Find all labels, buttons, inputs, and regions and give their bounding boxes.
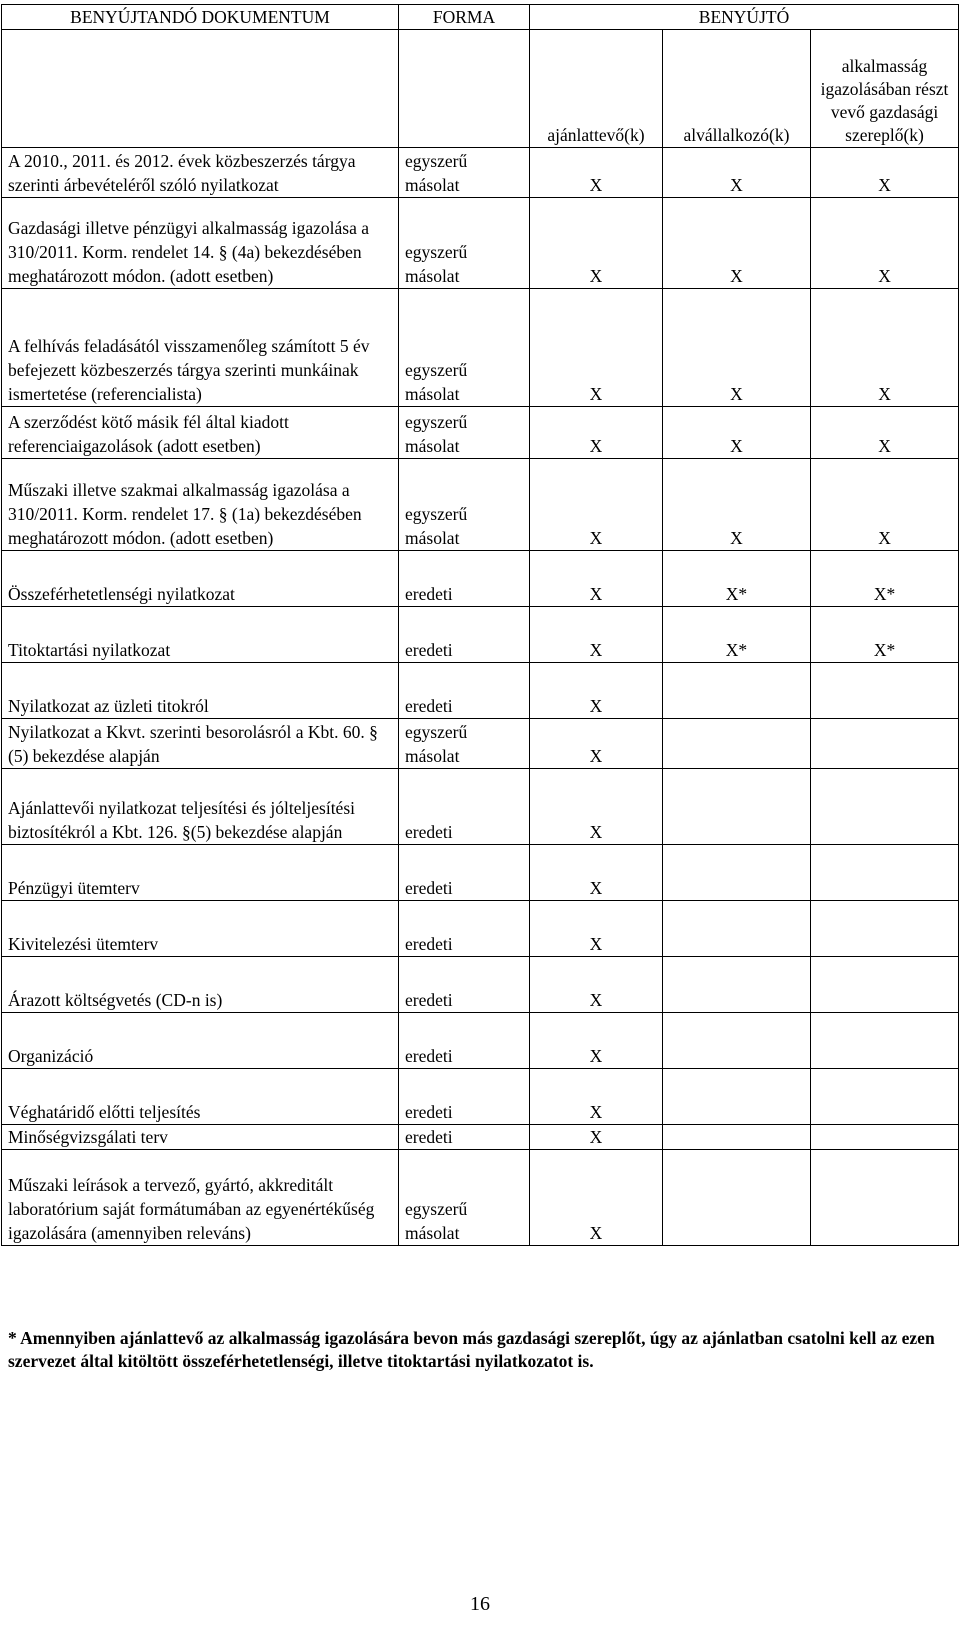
mark-ajanlattevo: X <box>530 1150 663 1246</box>
table-row <box>2 1125 959 1150</box>
mark-alkalmassag: X* <box>811 551 959 607</box>
document-name: Árazott költségvetés (CD-n is) <box>2 957 399 1013</box>
document-name: Titoktartási nyilatkozat <box>2 607 399 663</box>
document-form: egyszerű másolat <box>399 198 530 289</box>
document-name: Ajánlattevői nyilatkozat teljesítési és jólteljesítési biztosítékról a Kbt. 126. §(5) bekezdése alapján <box>2 769 399 845</box>
header-alkalmassag: alkalmasság igazolásában részt vevő gazdasági szereplő(k) <box>811 30 959 148</box>
document-form: egyszerű másolat <box>399 407 530 459</box>
table-row <box>2 459 959 551</box>
document-form: egyszerű másolat <box>399 719 530 769</box>
header-ajanlattevo: ajánlattevő(k) <box>530 30 663 148</box>
document-name: Kivitelezési ütemterv <box>2 901 399 957</box>
mark-alvallalkozo <box>663 1013 811 1069</box>
mark-alkalmassag: X <box>811 459 959 551</box>
document-name: Pénzügyi ütemterv <box>2 845 399 901</box>
document-name: A szerződést kötő másik fél által kiadott referenciaigazolások (adott esetben) <box>2 407 399 459</box>
mark-ajanlattevo: X <box>530 663 663 719</box>
document-form: eredeti <box>399 957 530 1013</box>
table-row <box>2 289 959 407</box>
mark-alkalmassag <box>811 663 959 719</box>
footnote: * Amennyiben ajánlattevő az alkalmasság igazolására bevon más gazdasági szereplőt, úgy az ajánlatban csatolni kell az ezen szervezet által kitöltött összeférhetetlenségi, illetve titoktartási nyilatkozatot is. <box>8 1328 935 1371</box>
mark-alkalmassag: X <box>811 407 959 459</box>
document-form: eredeti <box>399 845 530 901</box>
mark-alvallalkozo: X* <box>663 607 811 663</box>
document-name: Műszaki leírások a tervező, gyártó, akkreditált laboratórium saját formátumában az egyenértékűség igazolására (amennyiben releváns) <box>2 1150 399 1246</box>
mark-alkalmassag <box>811 845 959 901</box>
mark-alkalmassag <box>811 719 959 769</box>
mark-alvallalkozo: X <box>663 407 811 459</box>
mark-ajanlattevo: X <box>530 289 663 407</box>
mark-alvallalkozo: X <box>663 289 811 407</box>
table-row <box>2 901 959 957</box>
mark-alvallalkozo <box>663 1150 811 1246</box>
mark-ajanlattevo: X <box>530 1069 663 1125</box>
mark-alvallalkozo <box>663 845 811 901</box>
table-row <box>2 769 959 845</box>
mark-alvallalkozo <box>663 1069 811 1125</box>
table-row <box>2 719 959 769</box>
mark-ajanlattevo: X <box>530 198 663 289</box>
document-form: eredeti <box>399 1013 530 1069</box>
mark-ajanlattevo: X <box>530 1013 663 1069</box>
table-row <box>2 1013 959 1069</box>
mark-alvallalkozo: X <box>663 198 811 289</box>
document-rows <box>2 148 959 1246</box>
document-name: A felhívás feladásától visszamenőleg számított 5 év befejezett közbeszerzés tárgya szerinti munkáinak ismertetése (referencialista) <box>2 289 399 407</box>
document-form: eredeti <box>399 769 530 845</box>
header-alvallalkozo: alvállalkozó(k) <box>663 30 811 148</box>
table-row <box>2 198 959 289</box>
mark-alkalmassag <box>811 1125 959 1150</box>
mark-ajanlattevo: X <box>530 607 663 663</box>
mark-alvallalkozo: X* <box>663 551 811 607</box>
mark-alkalmassag <box>811 957 959 1013</box>
header-form: FORMA <box>399 5 530 30</box>
mark-ajanlattevo: X <box>530 407 663 459</box>
document-form: eredeti <box>399 1125 530 1150</box>
document-name: Műszaki illetve szakmai alkalmasság igazolása a 310/2011. Korm. rendelet 17. § (1a) bekezdésében meghatározott módon. (adott esetben) <box>2 459 399 551</box>
table-row <box>2 663 959 719</box>
document-name: Nyilatkozat a Kkvt. szerinti besorolásról a Kbt. 60. § (5) bekezdése alapján <box>2 719 399 769</box>
document-name: Összeférhetetlenségi nyilatkozat <box>2 551 399 607</box>
table-row <box>2 607 959 663</box>
mark-ajanlattevo: X <box>530 769 663 845</box>
header-row-sub <box>2 30 959 148</box>
mark-alkalmassag <box>811 1013 959 1069</box>
mark-alkalmassag <box>811 769 959 845</box>
mark-alvallalkozo <box>663 719 811 769</box>
mark-alvallalkozo <box>663 769 811 845</box>
mark-alvallalkozo: X <box>663 459 811 551</box>
mark-ajanlattevo: X <box>530 1125 663 1150</box>
mark-alvallalkozo <box>663 663 811 719</box>
table-row <box>2 1150 959 1246</box>
page-number: 16 <box>470 1593 490 1615</box>
table-row <box>2 845 959 901</box>
mark-ajanlattevo: X <box>530 957 663 1013</box>
mark-ajanlattevo: X <box>530 901 663 957</box>
table-row <box>2 148 959 198</box>
mark-ajanlattevo: X <box>530 719 663 769</box>
table-row <box>2 551 959 607</box>
document-form: eredeti <box>399 663 530 719</box>
mark-alkalmassag <box>811 1069 959 1125</box>
header-doc: BENYÚJTANDÓ DOKUMENTUM <box>2 5 399 30</box>
document-form: egyszerű másolat <box>399 148 530 198</box>
mark-ajanlattevo: X <box>530 551 663 607</box>
table-row <box>2 1069 959 1125</box>
header-row-top <box>2 5 959 30</box>
mark-ajanlattevo: X <box>530 459 663 551</box>
document-form: eredeti <box>399 551 530 607</box>
mark-alkalmassag: X <box>811 198 959 289</box>
header-submitter: BENYÚJTÓ <box>530 5 959 30</box>
table-row <box>2 957 959 1013</box>
document-table <box>1 4 959 1246</box>
mark-alvallalkozo <box>663 1125 811 1150</box>
mark-alvallalkozo: X <box>663 148 811 198</box>
mark-alkalmassag: X* <box>811 607 959 663</box>
document-form: eredeti <box>399 1069 530 1125</box>
mark-alkalmassag <box>811 1150 959 1246</box>
mark-alkalmassag <box>811 901 959 957</box>
mark-alvallalkozo <box>663 901 811 957</box>
mark-alkalmassag: X <box>811 148 959 198</box>
header-empty-doc <box>2 30 399 148</box>
mark-ajanlattevo: X <box>530 845 663 901</box>
document-form: egyszerű másolat <box>399 459 530 551</box>
document-name: Minőségvizsgálati terv <box>2 1125 399 1150</box>
document-name: A 2010., 2011. és 2012. évek közbeszerzés tárgya szerinti árbevételéről szóló nyilatkozat <box>2 148 399 198</box>
document-form: egyszerű másolat <box>399 1150 530 1246</box>
mark-alvallalkozo <box>663 957 811 1013</box>
document-name: Organizáció <box>2 1013 399 1069</box>
header-empty-form <box>399 30 530 148</box>
table-row <box>2 407 959 459</box>
document-form: egyszerű másolat <box>399 289 530 407</box>
document-form: eredeti <box>399 901 530 957</box>
document-name: Véghatáridő előtti teljesítés <box>2 1069 399 1125</box>
document-name: Nyilatkozat az üzleti titokról <box>2 663 399 719</box>
document-name: Gazdasági illetve pénzügyi alkalmasság igazolása a 310/2011. Korm. rendelet 14. § (4a) bekezdésében meghatározott módon. (adott esetben) <box>2 198 399 289</box>
mark-alkalmassag: X <box>811 289 959 407</box>
document-form: eredeti <box>399 607 530 663</box>
mark-ajanlattevo: X <box>530 148 663 198</box>
